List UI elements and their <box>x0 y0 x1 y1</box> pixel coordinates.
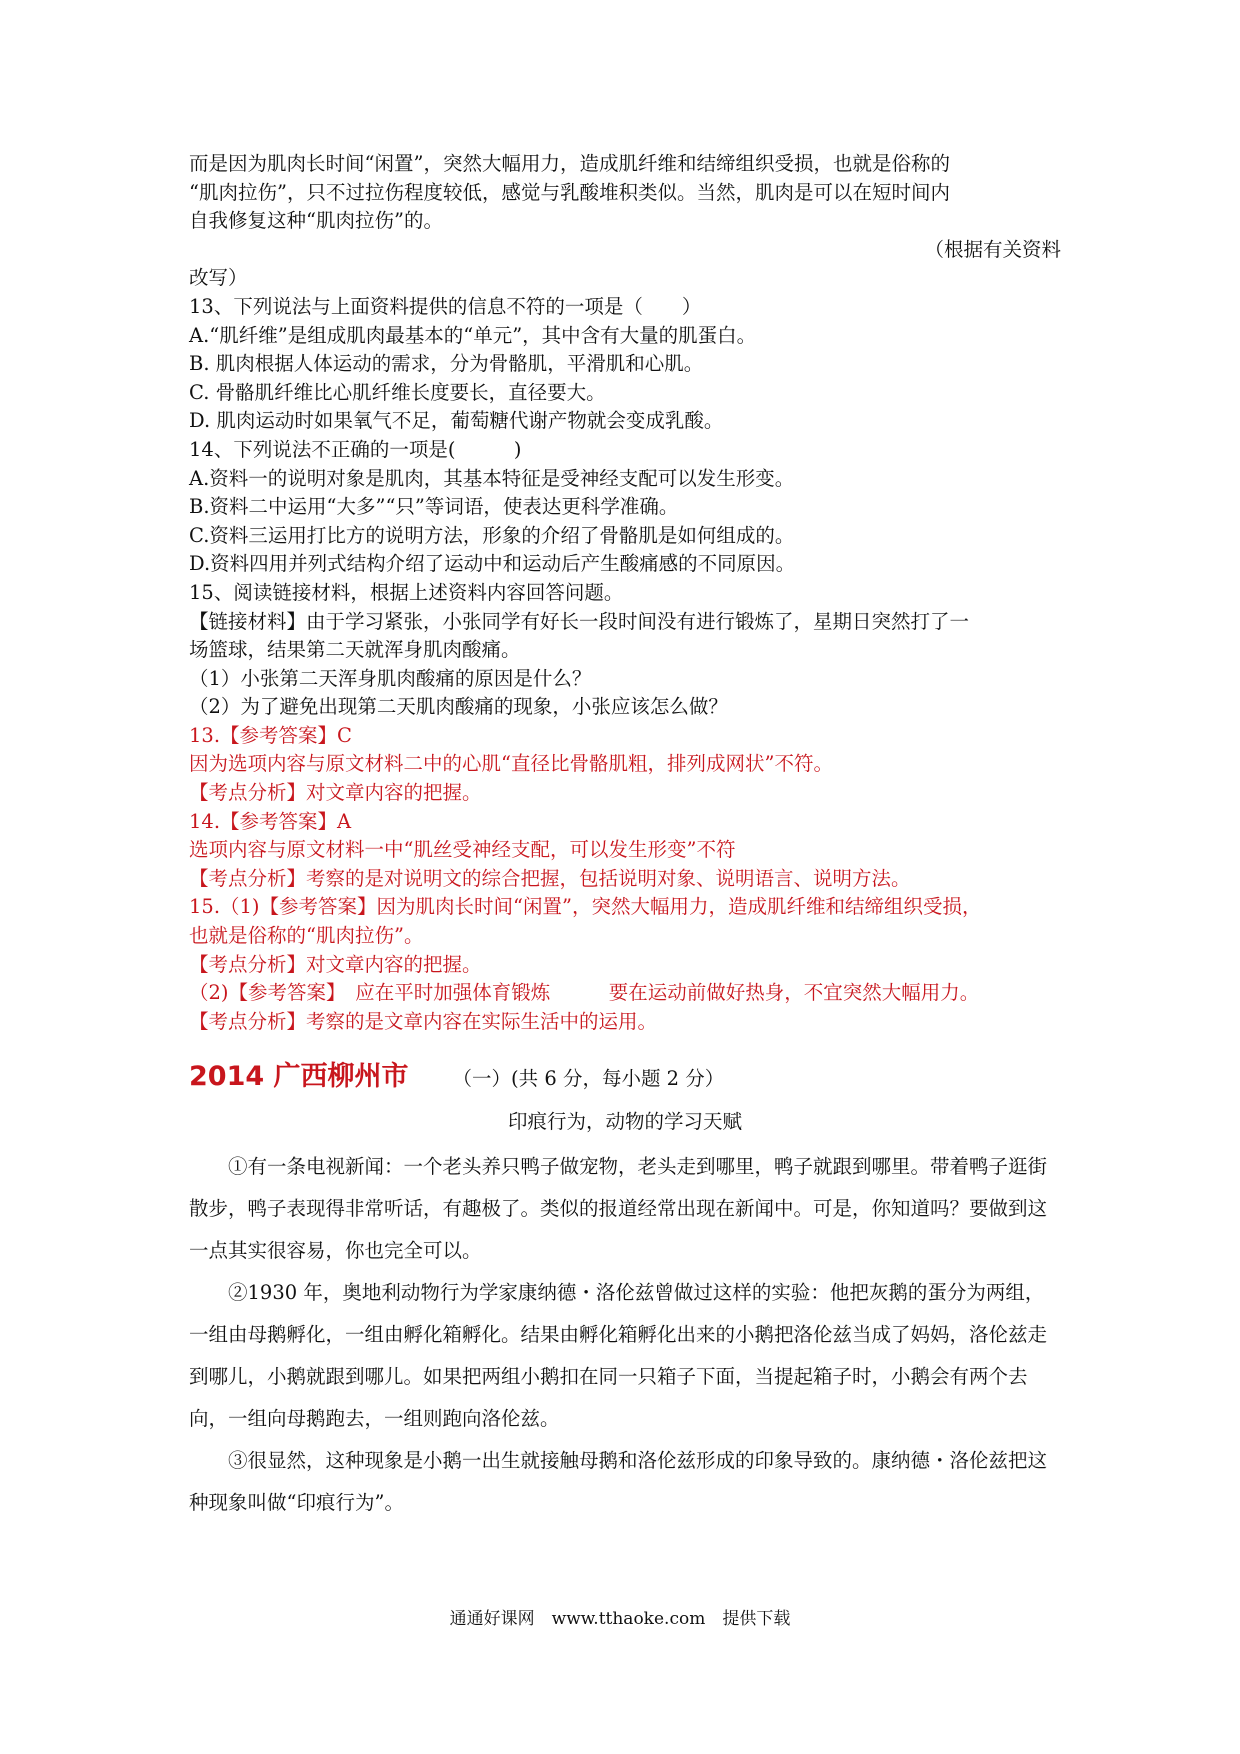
article-paragraph-2: ②1930 年，奥地利动物行为学家康纳德・洛伦兹曾做过这样的实验：他把灰鹅的蛋分为两组，一组由母鹅孵化，一组由孵化箱孵化。结果由孵化箱孵化出来的小鹅把洛伦兹当成了妈妈，洛伦兹走到哪儿，小鹅就跟到哪儿。如果把两组小鹅扣在同一只箱子下面，当提起箱子时，小鹅会有两个去向，一组向母鹅跑去，一组则跑向洛伦兹。 <box>189 1281 1048 1431</box>
question-13-option-a: A.“肌纤维”是组成肌肉最基本的“单元”，其中含有大量的肌蛋白。 <box>189 323 757 347</box>
question-14-option-c: C.资料三运用打比方的说明方法，形象的介绍了骨骼肌是如何组成的。 <box>189 523 795 547</box>
question-14-stem: 14、下列说法不正确的一项是( ) <box>189 437 522 461</box>
intro-line-2: “肌肉拉伤”，只不过拉伤程度较低，感觉与乳酸堆积类似。当然，肌肉是可以在短时间内 <box>189 180 950 204</box>
article-title: 印痕行为，动物的学习天赋 <box>507 1110 742 1134</box>
answer-13-explanation: 因为选项内容与原文材料二中的心肌“直径比骨骼肌粗，排列成网状”不符。 <box>189 752 833 776</box>
question-14-option-b: B.资料二中运用“大多”“只”等词语，使表达更科学准确。 <box>189 495 679 519</box>
question-13-option-d: D. 肌肉运动时如果氧气不足，葡萄糖代谢产物就会变成乳酸。 <box>189 409 724 433</box>
source-note-continued: 改写） <box>189 266 248 290</box>
exam-heading <box>189 1054 1061 1094</box>
answer-15-1-key: 15.（1)【参考答案】因为肌肉长时间“闲置”，突然大幅用力，造成肌纤维和结缔组织受损， <box>189 895 982 919</box>
question-13-option-c: C. 骨骼肌纤维比心肌纤维长度要长，直径要大。 <box>189 380 606 404</box>
answer-14-analysis: 【考点分析】考察的是对说明文的综合把握，包括说明对象、说明语言、说明方法。 <box>189 866 911 890</box>
exam-source-title: 2014 广西柳州市 <box>189 1061 409 1093</box>
article-paragraph-3: ③很显然，这种现象是小鹅一出生就接触母鹅和洛伦兹形成的印象导致的。康纳德・洛伦兹把这种现象叫做“印痕行为”。 <box>189 1449 1048 1515</box>
intro-line-1: 而是因为肌肉长时间“闲置”，突然大幅用力，造成肌纤维和结缔组织受损，也就是俗称的 <box>189 152 950 175</box>
answer-13-analysis: 【考点分析】对文章内容的把握。 <box>189 781 482 805</box>
question-13-option-b: B. 肌肉根据人体运动的需求，分为骨骼肌，平滑肌和心肌。 <box>189 352 704 376</box>
answer-15-1-key-continued: 也就是俗称的“肌肉拉伤”。 <box>189 924 424 948</box>
question-15-sub-1: （1）小张第二天浑身肌肉酸痛的原因是什么？ <box>189 666 592 690</box>
source-note: （根据有关资料 <box>924 237 1061 261</box>
question-14-option-d: D.资料四用并列式结构介绍了运动中和运动后产生酸痛感的不同原因。 <box>189 552 796 576</box>
intro-line-3: 自我修复这种“肌肉拉伤”的。 <box>189 209 443 233</box>
article-paragraph-1: ①有一条电视新闻：一个老头养只鸭子做宠物，老头走到哪里，鸭子就跟到哪里。带着鸭子逛街散步，鸭子表现得非常听话，有趣极了。类似的报道经常出现在新闻中。可是，你知道吗？要做到这一点其实很容易，你也完全可以。 <box>189 1155 1048 1263</box>
question-15-stem: 15、阅读链接材料，根据上述资料内容回答问题。 <box>189 580 624 604</box>
answer-15-2-key: （2)【参考答案】 应在平时加强体育锻炼 要在运动前做好热身，不宜突然大幅用力。 <box>189 981 980 1005</box>
answer-15-1-analysis: 【考点分析】对文章内容的把握。 <box>189 952 482 976</box>
answer-14-key: 14.【参考答案】A <box>189 809 352 833</box>
question-14-option-a: A.资料一的说明对象是肌肉，其基本特征是受神经支配可以发生形变。 <box>189 466 795 490</box>
link-material-line-2: 场篮球，结果第二天就浑身肌肉酸痛。 <box>189 638 521 662</box>
question-13-stem: 13、下列说法与上面资料提供的信息不符的一项是（ ） <box>189 294 702 318</box>
answer-14-explanation: 选项内容与原文材料一中“肌丝受神经支配，可以发生形变”不符 <box>189 838 736 862</box>
question-15-sub-2: （2）为了避免出现第二天肌肉酸痛的现象，小张应该怎么做？ <box>189 695 728 719</box>
answer-13-key: 13.【参考答案】C <box>189 723 352 747</box>
page-footer: 通通好课网 www.tthaoke.com 提供下载 <box>449 1609 791 1629</box>
link-material-line-1: 【链接材料】由于学习紧张，小张同学有好长一段时间没有进行锻炼了，星期日突然打了一 <box>189 609 970 633</box>
answer-15-2-analysis: 【考点分析】考察的是文章内容在实际生活中的运用。 <box>189 1009 658 1033</box>
document-page <box>189 150 1061 1524</box>
section-score-note: （一）(共 6 分，每小题 2 分） <box>452 1067 725 1091</box>
